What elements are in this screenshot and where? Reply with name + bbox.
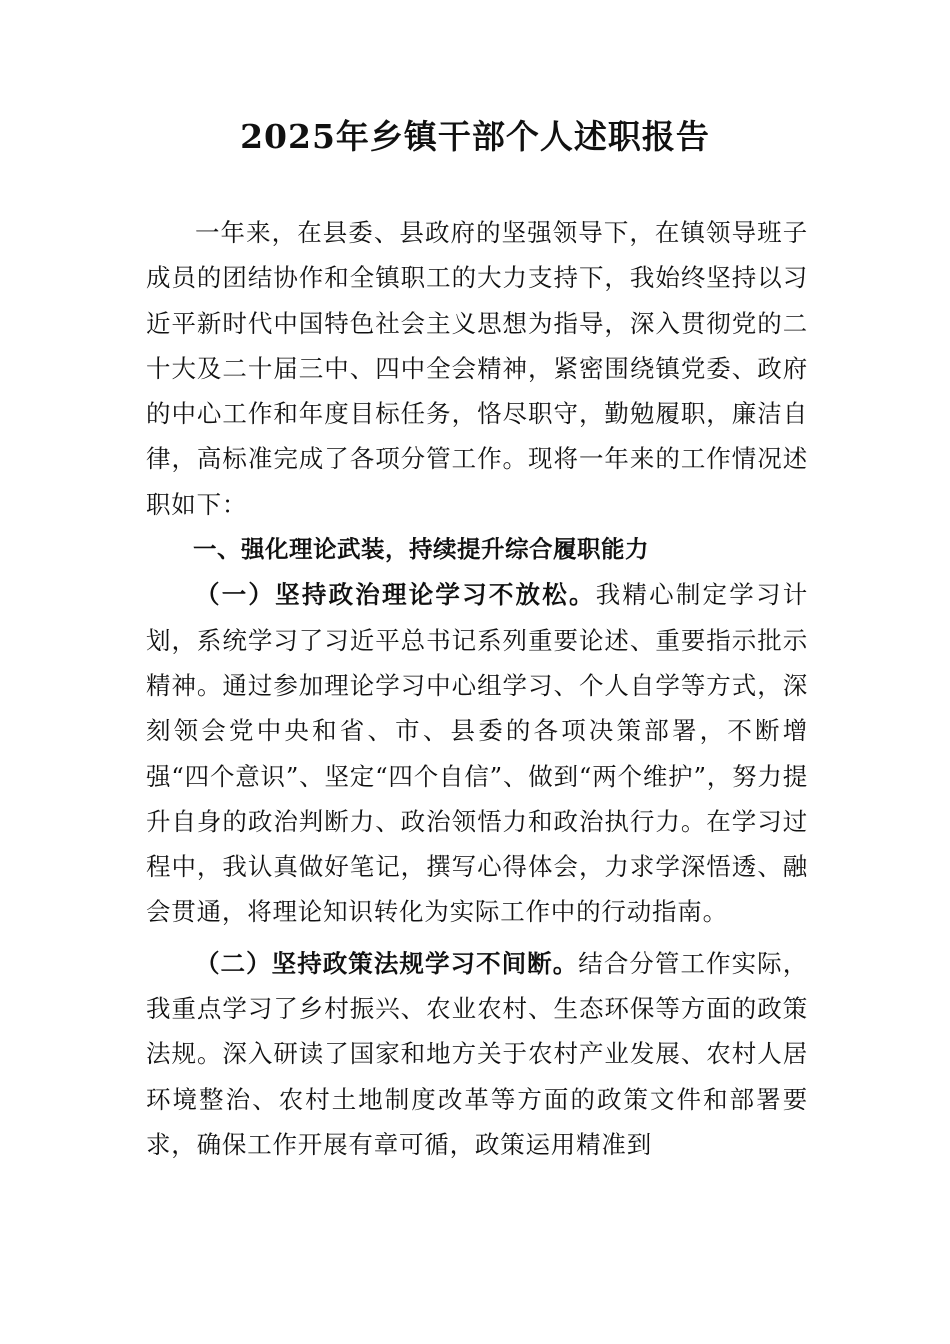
document-body [146,210,808,1167]
document-title: 2025年乡镇干部个人述职报告 [240,117,710,156]
section1-item1-text: 我精心制定学习计划，系统学习了习近平总书记系列重要论述、重要指示批示精神。通过参加理论学习中心组学习、个人自学等方式，深刻领会党中央和省、市、县委的各项决策部署，不断增强“四个意识”、坚定“四个自信”、做到“两个维护”，努力提升自身的政治判断力、政治领悟力和政治执行力。在学习过程中，我认真做好笔记，撰写心得体会，力求学深悟透、融会贯通，将理论知识转化为实际工作中的行动指南。 [146,580,808,927]
section-heading-1: 一、强化理论武装，持续提升综合履职能力 [193,535,649,564]
section1-item1-lead: （一）坚持政治理论学习不放松。 [195,580,596,610]
section1-item2-paragraph [146,941,808,1167]
section1-item2-text: 结合分管工作实际，我重点学习了乡村振兴、农业农村、生态环保等方面的政策法规。深入研读了国家和地方关于农村产业发展、农村人居环境整治、农村土地制度改革等方面的政策文件和部署要求，确保工作开展有章可循，政策运用精准到 [146,948,808,1159]
section1-item1-paragraph [146,572,808,934]
intro-paragraph: 一年来，在县委、县政府的坚强领导下，在镇领导班子成员的团结协作和全镇职工的大力支持下，我始终坚持以习近平新时代中国特色社会主义思想为指导，深入贯彻党的二十大及二十届三中、四中全会精神，紧密围绕镇党委、政府的中心工作和年度目标任务，恪尽职守，勤勉履职，廉洁自律，高标准完成了各项分管工作。现将一年来的工作情况述职如下： [146,218,808,519]
section1-item2-lead: （二）坚持政策法规学习不间断。 [195,948,579,978]
